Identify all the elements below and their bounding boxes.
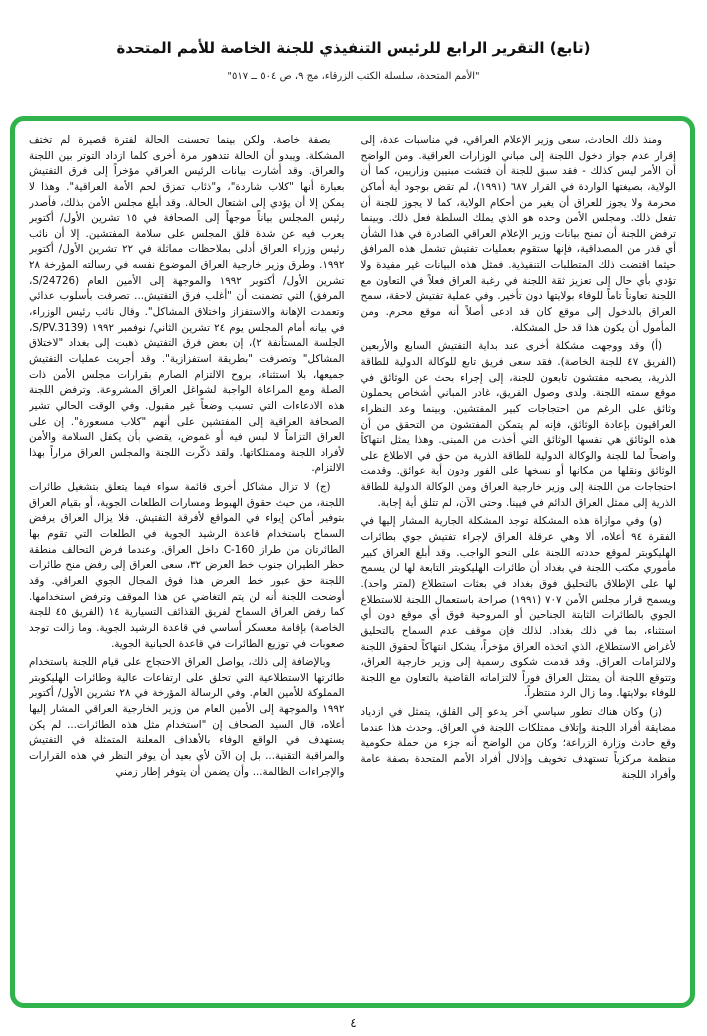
two-column-text: [29, 133, 676, 993]
content-box: [10, 116, 695, 1008]
page-title: (تابع) التقرير الرابع للرئيس التنفيذي للجنة الخاصة للأمم المتحدة: [116, 39, 591, 57]
paragraph: (و) وفي موازاة هذه المشكلة توجد المشكلة الجارية المشار إليها في الفقرة ٩٤ أعلاه، ألا وهي عرقلة العراق لإجراء تفتيش جوي بطائرات الهليكوبتر لموقع حددته اللجنة على النحو الواجب. وقد أبلغ العراق كبير مأموري مكتب اللجنة في بغداد أن طائرات الهليكوبتر التابعة لها لن يسمح لها على الإطلاق بالتحليق فوق بغداد في بعثات استطلاع (لمتر واحد). ويسمح قرار مجلس الأمن ٧٠٧ (١٩٩١) صراحة باستعمال اللجنة للاستطلاع الجوي بالطائرات الثابتة الجناحين أو المروحية فوق أي موقع دون أي استثناء، بما في ذلك بغداد. لذلك فإن موقف عدم السماح بالتحليق لأغراض الاستطلاع، الذي اتخذه العراق مؤخراً، يشكل انتهاكاً لحقوق اللجنة ولالتزامات العراق. وقد قدمت شكوى رسمية إلى وزير خارجية العراق، وتتوقع اللجنة أن يمتثل العراق فوراً لالتزاماته القاضية بالتعاون مع اللجنة للوفاء بولايتها. وما زال الرد منتظراً.: [360, 515, 676, 700]
page-header: [0, 0, 707, 82]
paragraph: (أ) وقد ووجهت مشكلة أخرى عند بداية التفتيش السابع والأربعين (الفريق ٤٧ للجنة الخاصة). فقد سعى فريق تابع للوكالة الدولية للطاقة الذرية، يصحبه مفتشون تابعون للجنة، إلى إجراء بحث عن الوثائق في موقع سمته اللجنة. ولدى وصول الفريق، غادر المباني أشخاص يحملون وثائق على الرغم من احتجاجات كبير المفتشين. وبينما وعد النظراء العراقيون بإعادة الوثائق، فإنه لم يتمكن المفتشون من التحقق من أن هذه الوثائق هي نفسها الوثائق التي أخذت من المبنى. وهذا يمثل انتهاكاً واضحاً لما للجنة والوكالة الدولية للطاقة الذرية من حق في الاطلاع على الوثائق ونقلها من مكانها أو نسخها على الفور ودون أية عوائق. وقدمت احتجاجات من اللجنة إلى وزير خارجية العراق ومن الوكالة الدولية للطاقة الذرية إلى ممثل العراق الدائم في فيينا. وحتى الآن، لم تتلق أية إجابة.: [360, 340, 676, 509]
paragraph: وبالإضافة إلى ذلك، يواصل العراق الاحتجاج على قيام اللجنة باستخدام طائرتها الاستطلاعية التي تحلق على ارتفاعات عالية وطائرات الهليكوبتر المملوكة للأمين العام. وفي الرسالة المؤرخة في ٢٨ تشرين الأول/ أكتوبر ١٩٩٢ والموجهة إلى الأمين العام من وزير الخارجية العراقي المشار إليها أعلاه، قال السيد الصحاف إن "استخدام مثل هذه الطائرات... لم يكن يستهدف في الواقع الوفاء بالأهداف المعلنة المتمثلة في التفتيش والمراقبة التقنية... بل إن الآن لأي بعيد أن يوفر النظر في هذه القرارات والإجراءات الظالمة... وأن يضمن أن يتوفر إطار زمني: [29, 656, 345, 778]
page-subtitle: "الأمم المتحدة، سلسلة الكتب الزرقاء، مج ٩، ص ٥٠٤ ــ ٥١٧": [227, 71, 480, 82]
paragraph: (ز) وكان هناك تطور سياسي آخر يدعو إلى القلق، يتمثل في ازدياد مضايقة أفراد اللجنة وإتلاف ممتلكات اللجنة في العراق. وحدث هذا عندما وقع حادث وزارة الزراعة؛ وكان من الواضح أنه جزء من حملة حكومية منظمة مركزياً تستهدف تخويف وإذلال أفراد الأمم المتحدة بصفة عامة وأفراد اللجنة: [360, 706, 676, 781]
left-column: [29, 133, 345, 993]
paragraph: بصفة خاصة. ولكن بينما تحسنت الحالة لفترة قصيرة لم تختف المشكلة. ويبدو أن الحالة تتدهور مرة أخرى كلما ازداد التوتر بين اللجنة والعراق. وقد أشارت بيانات الرئيس العراقي مؤخراً إلى فرق التفتيش بعبارة أنها "كلاب شاردة"، و"ذئاب تمزق لحم الأمة العراقية". وهذا لا يمكن إلا أن يؤدي إلى اشتعال الحالة. وقد أبلغ مجلس الأمن بذلك، فأصدر رئيس المجلس بياناً موجهاً إلى الصحافة في ١٥ تشرين الأول/ أكتوبر يعرب فيه عن شدة قلق المجلس على سلامة المفتشين. إلا أن نائب رئيس وزراء العراق أدلى بملاحظات مماثلة في ٢٢ تشرين الأول/ أكتوبر ١٩٩٢. وطرق وزير خارجية العراق الموضوع نفسه في رسالته المؤرخة ٢٨ تشرين الأول/ أكتوبر ١٩٩٢ والموجهة إلى الأمين العام (S/24726، المرفق) التي تضمنت أن "أغلب فرق التفتيش... تصرفت بأسلوب عدائي وتعمدت الإهانة والاستفزاز واختلاق المشاكل". وقال نائب رئيس الوزراء، في بيانه أمام المجلس يوم ٢٤ تشرين الثاني/ نوفمبر ١٩٩٢ (S/PV.3139، الجلسة المستأنفة ٢)، إن بعض فرق التفتيش ذهبت إلى بغداد "لاختلاق المشاكل" وتصرفت "بطريقة استفزازية". وقد أجريت عمليات التفتيش جميعها، بلا استثناء، بروح الالتزام الصارم بقرارات مجلس الأمن ذات الصلة ومع المراعاة الواجبة لشواغل العراق المشروعة. وترفض اللجنة هذه الادعاءات التي تسبب وضعاً غير مقبول. وفي الوقت الحالي تشير الصحافة العراقية إلى المفتشين على أنهم "كلاب مسعورة". إن على العراق التزاماً لا لبس فيه أو غموض، يقضي بأن يكفل السلامة والأمن لأفراد اللجنة وممتلكاتها. ولقد ذكّرت اللجنة والمجلس العراق مراراً بهذا الالتزام.: [29, 134, 345, 475]
paragraph: ومنذ ذلك الحادث، سعى وزير الإعلام العراقي، في مناسبات عدة، إلى إقرار عدم جواز دخول اللجنة إلى مباني الوزارات العراقية. ومن الواضح أن الأمر ليس كذلك - فقد سبق للجنة أن فتشت مبنيين وزاريين، كما أن الولاية، بصيغتها الواردة في القرار ٦٨٧ (١٩٩١)، لم تقض بوجود أية أماكن محرمة ولا يجوز للعراق أن يغير من أحكام الولاية، كما لا يجوز للجنة أن تفعل ذلك. ومجلس الأمن وحده هو الذي يملك السلطة فعل ذلك. وبينما ترفض اللجنة أن تمنح بيانات وزير الإعلام العراقي الصادرة في هذا الشأن أي قدر من المصداقية، فإنها ستقوم بعمليات تفتيش تشمل هذه المرافق حيثما اقتضت ذلك المتطلبات التنفيذية. فمثل هذه البيانات غير مفيدة ولا تؤدي بأي حال إلى تعزيز ثقة اللجنة في رغبة العراق فعلاً في التعاون مع اللجنة تعاوناً تاماً للوفاء بولايتها دون تأخير. وفي عملية تفتيش لاحقة، سمح العراق بالدخول إلى موقع كان قد ادعى أصلاً أنه موقع محرم. ومن المأمول أن يكون هذا قد حل المشكلة.: [360, 134, 676, 334]
right-column: [361, 133, 677, 993]
page-number: ٤: [350, 1016, 357, 1030]
paragraph: (ج) لا تزال مشاكل أخرى قائمة سواء فيما يتعلق بتشغيل طائرات اللجنة، من حيث حقوق الهبوط ومسارات الطلعات الجوية، أو بقيام العراق بتوفير أماكن إيواء في المواقع لأفرقة التفتيش. فلا يزال العراق يرفض السماح باستخدام قاعدة الرشيد الجوية في الطلعات التي تقوم بها الطائرتان من طراز C-160 داخل العراق. وعندما فرض التحالف منطقة حظر الطيران جنوب خط العرض ٣٢، سعى العراق إلى رفض منح طائرات اللجنة حق عبور خط العرض هذا فوق المجال الجوي العراقي. وقد أوضحت اللجنة أنه لن يتم التغاضي عن هذا الموقف وترفض استخدامها. كما رفض العراق السماح لفريق القذائف التسيارية ١٤ (الفريق ٤٥ للجنة الخاصة) بإقامة معسكر أساسي في قاعدة الرشيد الجوية. وما زالت توجد صعوبات في توزيع الطائرات في قاعدة الحبانية الجوية.: [29, 481, 345, 650]
